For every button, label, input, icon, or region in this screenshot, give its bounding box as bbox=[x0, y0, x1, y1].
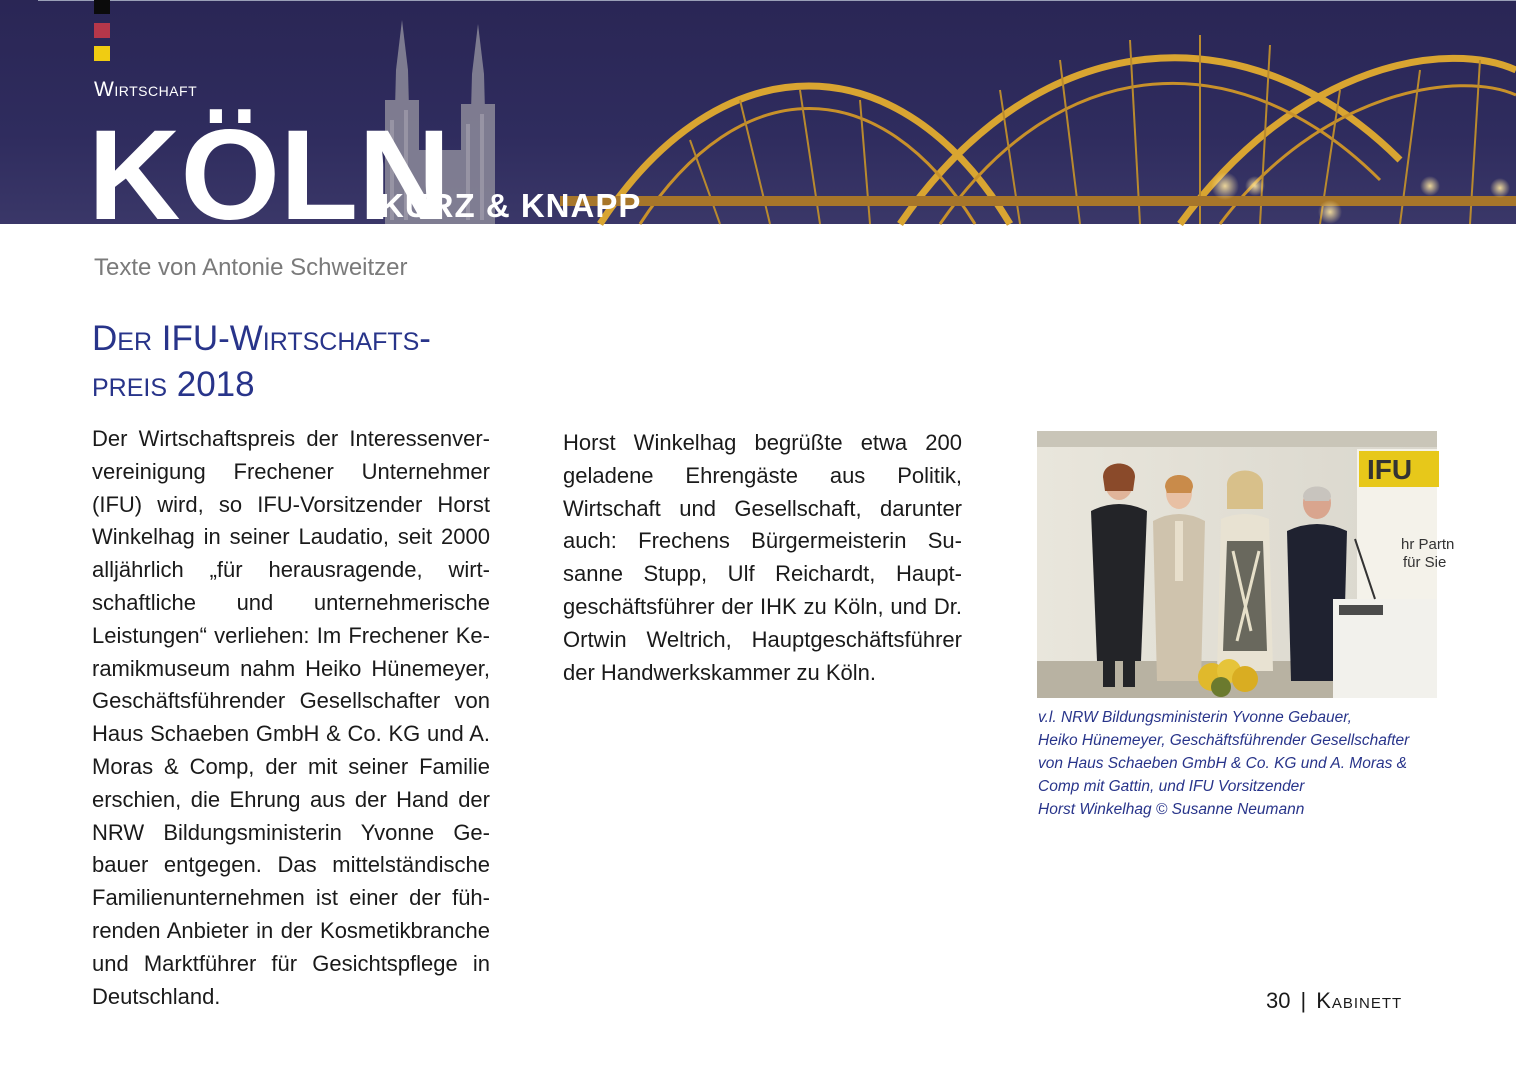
article-column-2: Horst Winkelhag begrüßte etwa 200 geladene Ehrengäste aus Politik, Wirtschaft und Gesellschaft, darunter auch: Frechens Bürgermeisterin Susanne Stupp, Ulf Reichardt, Hauptgeschäftsführer der IHK zu Köln, und Dr. Ortwin Weltrich, Hauptgeschäftsführer der Handwerkskammer zu Köln. bbox=[563, 430, 962, 685]
caption-line-3: von Haus Schaeben GmbH & Co. KG und A. Moras & bbox=[1038, 755, 1408, 772]
flag-stripe-red bbox=[94, 23, 110, 38]
magazine-name: Kabinett bbox=[1316, 988, 1403, 1013]
section-label: Wirtschaft bbox=[94, 78, 198, 101]
caption-line-5: Horst Winkelhag © Susanne Neumann bbox=[1038, 801, 1305, 818]
photo-banner-text-2: für Sie bbox=[1403, 554, 1447, 571]
caption-line-4: Comp mit Gattin, und IFU Vorsitzender bbox=[1038, 778, 1305, 795]
headline-line-2: preis 2018 bbox=[92, 365, 255, 404]
caption-line-1: v.l. NRW Bildungsministerin Yvonne Gebauer, bbox=[1038, 709, 1352, 726]
footer-separator: | bbox=[1300, 988, 1307, 1013]
flag-stripe-black bbox=[94, 0, 110, 14]
byline: Texte von Antonie Schweitzer bbox=[94, 254, 408, 281]
photo-banner-logo: IFU bbox=[1367, 454, 1413, 485]
flag-stripe-gold bbox=[94, 46, 110, 61]
masthead-title: KÖLN bbox=[88, 104, 451, 247]
top-rule bbox=[38, 0, 1516, 1]
page-number: 30 bbox=[1266, 988, 1291, 1013]
masthead-subtitle: KURZ & KNAPP bbox=[380, 187, 642, 224]
page-footer bbox=[1266, 988, 1402, 1014]
photo-banner-text-1: hr Partn bbox=[1401, 536, 1455, 553]
award-ceremony-photo bbox=[1037, 431, 1455, 698]
caption-line-2: Heiko Hünemeyer, Geschäftsführender Gesellschafter bbox=[1038, 732, 1410, 749]
article-column-1: Der Wirtschaftspreis der Interessenververeinigung Frechener Unternehmer (IFU) wird, so IFU-Vorsitzender Horst Winkelhag in seiner Laudatio, seit 2000 alljährlich „für herausragende, wirtschaftliche und unternehmerische Leistungen“ verliehen: Im Frechener Keramikmuseum nahm Heiko Hünemeyer, Geschäftsführender Gesellschafter von Haus Schaeben GmbH & Co. KG und A. Moras & Comp, der mit seiner Familie erschien, die Ehrung aus der Hand der NRW Bildungsministerin Yvonne Gebauer entgegen. Das mittelständische Familienunternehmen ist einer der führenden Anbieter in der Kosmetikbranche und Marktführer für Gesichtspflege in Deutschland. bbox=[92, 426, 490, 1009]
header-banner bbox=[0, 0, 1516, 247]
article-headline bbox=[92, 316, 552, 408]
photo-caption bbox=[1038, 706, 1438, 821]
headline-line-1: Der IFU-Wirtschafts- bbox=[92, 319, 431, 358]
